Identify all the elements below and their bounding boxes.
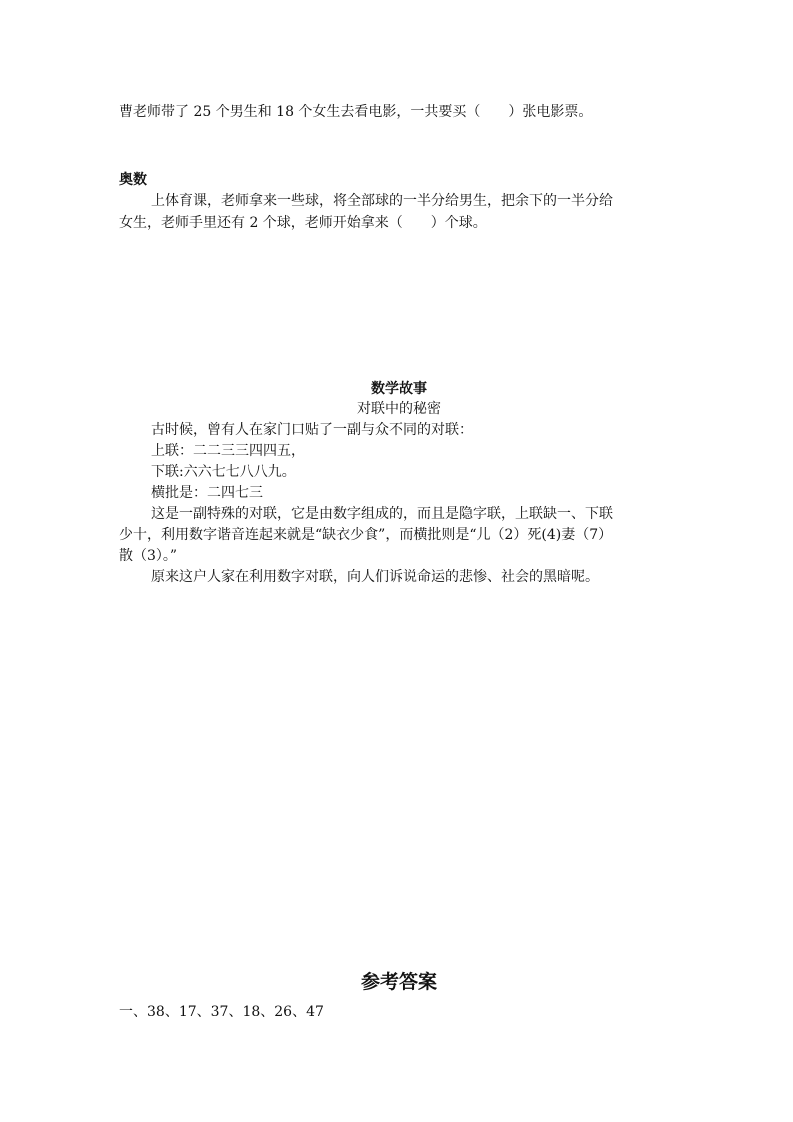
olympiad-heading: 奥数 [119, 172, 147, 188]
story-subtitle: 对联中的秘密 [357, 401, 441, 417]
story-heading: 数学故事 [371, 381, 427, 397]
story-paragraph-2-line-3: 散（3）。” [119, 548, 178, 564]
olympiad-question-line-2: 女生，老师手里还有 2 个球，老师开始拿来（ ）个球。 [119, 215, 487, 231]
answers-line-1: 一、38、17、37、18、26、47 [119, 1004, 324, 1020]
olympiad-question-line-1: 上体育课，老师拿来一些球，将全部球的一半分给男生，把余下的一半分给 [151, 193, 613, 209]
story-paragraph-1: 古时候，曾有人在家门口贴了一副与众不同的对联： [151, 422, 473, 438]
story-paragraph-2-line-2: 少十，利用数字谐音连起来就是“缺衣少食”，而横批则是“儿（2）死(4)妻（7） [119, 527, 613, 543]
story-paragraph-3: 原来这户人家在利用数字对联，向人们诉说命运的悲惨、社会的黑暗呢。 [151, 569, 599, 585]
story-paragraph-2-line-1: 这是一副特殊的对联，它是由数字组成的，而且是隐字联，上联缺一、下联 [151, 506, 613, 522]
couplet-banner: 横批是：二四七三 [151, 485, 263, 501]
couplet-upper: 上联：二二三三四四五， [151, 443, 305, 459]
couplet-lower: 下联:六六七七八八九。 [151, 464, 296, 480]
question-movie-tickets: 曹老师带了 25 个男生和 18 个女生去看电影，一共要买（ ）张电影票。 [119, 104, 593, 120]
answers-heading: 参考答案 [360, 971, 437, 993]
